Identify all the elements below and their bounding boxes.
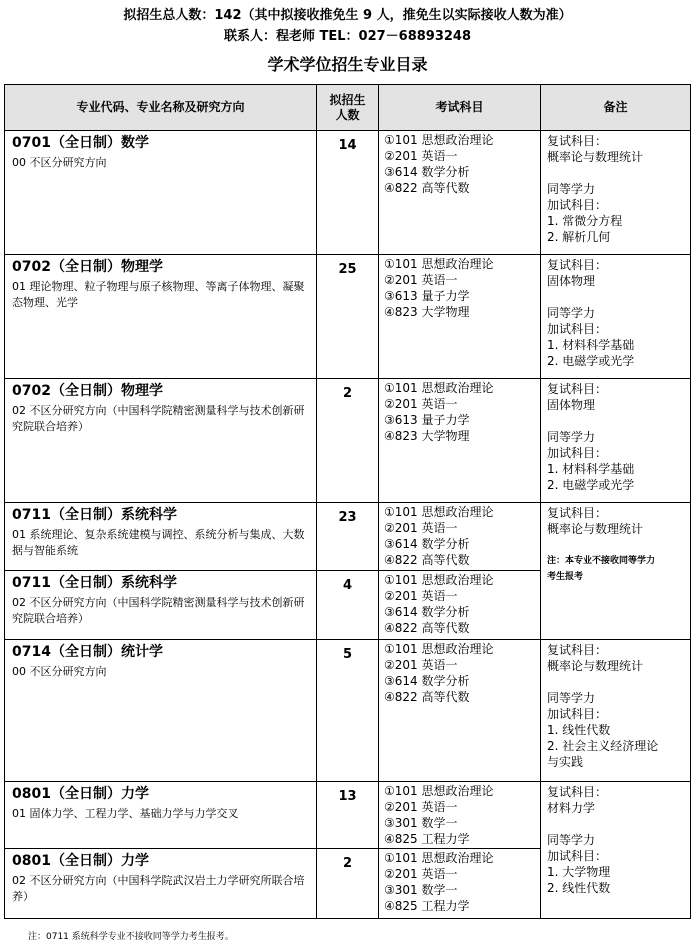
enrollment-count: 4 <box>317 571 379 640</box>
remark-spacer <box>547 289 690 305</box>
major-cell <box>5 640 317 782</box>
remark-line: 加试科目： <box>547 198 608 212</box>
header-major: 专业代码、专业名称及研究方向 <box>5 85 317 131</box>
exam-subject: ④822 高等代数 <box>384 553 470 567</box>
major-cell <box>5 849 317 919</box>
major-cell <box>5 503 317 571</box>
table-row <box>5 379 691 503</box>
remark-line: 同等学力 <box>547 430 596 444</box>
footnote: 注：0711 系统科学专业不接收同等学力考生报考。 <box>28 932 234 942</box>
research-direction: 00 不区分研究方向 <box>12 665 107 678</box>
exam-subject: ③614 数学分析 <box>384 605 470 619</box>
exam-subject: ③301 数学一 <box>384 816 458 830</box>
exam-subject: ②201 英语一 <box>384 521 458 535</box>
enrollment-count: 25 <box>317 255 379 379</box>
remark-line: 材料力学 <box>547 801 596 815</box>
exam-subjects-cell <box>379 379 541 503</box>
enrollment-count: 5 <box>317 640 379 782</box>
remark-line: 同等学力 <box>547 182 596 196</box>
remark-line: 1. 线性代数 <box>547 723 611 737</box>
exam-subject: ①101 思想政治理论 <box>384 851 494 865</box>
exam-subjects-cell <box>379 571 541 640</box>
remark-line: 复试科目： <box>547 382 608 396</box>
remark-line: 加试科目： <box>547 446 608 460</box>
remark-line: 与实践 <box>547 755 584 769</box>
exam-subjects-cell <box>379 640 541 782</box>
exam-subjects-cell <box>379 131 541 255</box>
research-direction: 00 不区分研究方向 <box>12 156 107 169</box>
exam-subject: ①101 思想政治理论 <box>384 784 494 798</box>
remark-line: 2. 解析几何 <box>547 230 611 244</box>
exam-subject: ②201 英语一 <box>384 397 458 411</box>
exam-subject: ④822 高等代数 <box>384 690 470 704</box>
header-count-label: 拟招生 人数 <box>329 92 366 122</box>
contact-line: 联系人：程老师 TEL：027－68893248 <box>223 29 472 44</box>
exam-subjects-cell <box>379 782 541 849</box>
research-direction: 02 不区分研究方向（中国科学院精密测量科学与技术创新研究院联合培养） <box>12 596 305 625</box>
remark-line: 复试科目： <box>547 643 608 657</box>
exam-subject: ④825 工程力学 <box>384 899 470 913</box>
research-direction: 02 不区分研究方向（中国科学院精密测量科学与技术创新研究院联合培养） <box>12 404 305 433</box>
remark-spacer <box>547 816 690 832</box>
exam-subject: ③614 数学分析 <box>384 165 470 179</box>
major-title: 0801（全日制）力学 <box>12 853 149 869</box>
exam-subject: ①101 思想政治理论 <box>384 642 494 656</box>
exam-subject: ③614 数学分析 <box>384 537 470 551</box>
remark-line: 同等学力 <box>547 833 596 847</box>
exam-subject: ①101 思想政治理论 <box>384 257 494 271</box>
exam-subject: ③301 数学一 <box>384 883 458 897</box>
major-cell <box>5 571 317 640</box>
remarks-cell <box>541 131 691 255</box>
remark-line: 2. 线性代数 <box>547 881 611 895</box>
exam-subject: ②201 英语一 <box>384 658 458 672</box>
major-title: 0714（全日制）统计学 <box>12 644 163 660</box>
exam-subject: ④822 高等代数 <box>384 181 470 195</box>
remark-line: 同等学力 <box>547 306 596 320</box>
major-title: 0701（全日制）数学 <box>12 135 149 151</box>
exam-subject: ③613 量子力学 <box>384 413 470 427</box>
exam-subject: ②201 英语一 <box>384 800 458 814</box>
remark-note: 考生报考 <box>547 572 584 582</box>
exam-subject: ④822 高等代数 <box>384 621 470 635</box>
enrollment-count: 23 <box>317 503 379 571</box>
major-title: 0711（全日制）系统科学 <box>12 507 177 523</box>
research-direction: 01 固体力学、工程力学、基础力学与力学交叉 <box>12 807 239 820</box>
exam-subjects-cell <box>379 503 541 571</box>
remarks-cell <box>541 255 691 379</box>
enrollment-count: 14 <box>317 131 379 255</box>
remark-line: 加试科目： <box>547 849 608 863</box>
remark-note: 注：本专业不接收同等学力 <box>547 556 656 566</box>
major-title: 0702（全日制）物理学 <box>12 383 163 399</box>
major-title: 0801（全日制）力学 <box>12 786 149 802</box>
major-cell <box>5 782 317 849</box>
remark-line: 概率论与数理统计 <box>547 150 644 164</box>
table-row <box>5 640 691 782</box>
exam-subject: ②201 英语一 <box>384 149 458 163</box>
remark-line: 复试科目： <box>547 134 608 148</box>
remark-line: 2. 社会主义经济理论 <box>547 739 659 753</box>
table-row <box>5 503 691 571</box>
remark-line: 1. 材料科学基础 <box>547 338 635 352</box>
major-cell <box>5 255 317 379</box>
remark-line: 概率论与数理统计 <box>547 522 644 536</box>
major-cell <box>5 379 317 503</box>
table-header-row <box>5 85 691 131</box>
exam-subject: ②201 英语一 <box>384 589 458 603</box>
remark-spacer <box>547 674 690 690</box>
remark-line: 加试科目： <box>547 707 608 721</box>
exam-subject: ③613 量子力学 <box>384 289 470 303</box>
remark-line: 固体物理 <box>547 398 596 412</box>
remark-line: 概率论与数理统计 <box>547 659 644 673</box>
major-title: 0702（全日制）物理学 <box>12 259 163 275</box>
exam-subject: ①101 思想政治理论 <box>384 133 494 147</box>
remark-spacer <box>547 413 690 429</box>
remark-line: 2. 电磁学或光学 <box>547 478 635 492</box>
exam-subject: ④825 工程力学 <box>384 832 470 846</box>
exam-subject: ③614 数学分析 <box>384 674 470 688</box>
table-row <box>5 131 691 255</box>
major-title: 0711（全日制）系统科学 <box>12 575 177 591</box>
total-enrollment-line: 拟招生总人数：142（其中拟接收推免生 9 人，推免生以实际接收人数为准） <box>123 8 572 23</box>
remarks-cell <box>541 782 691 919</box>
exam-subject: ①101 思想政治理论 <box>384 573 494 587</box>
major-catalog-table <box>4 84 691 919</box>
enrollment-count: 2 <box>317 849 379 919</box>
remark-line: 加试科目： <box>547 322 608 336</box>
exam-subject: ①101 思想政治理论 <box>384 381 494 395</box>
enrollment-count: 13 <box>317 782 379 849</box>
remark-line: 同等学力 <box>547 691 596 705</box>
remark-spacer <box>547 165 690 181</box>
research-direction: 01 系统理论、复杂系统建模与调控、系统分析与集成、大数据与智能系统 <box>12 528 305 557</box>
research-direction: 01 理论物理、粒子物理与原子核物理、等离子体物理、凝聚态物理、光学 <box>12 280 305 309</box>
research-direction: 02 不区分研究方向（中国科学院武汉岩土力学研究所联合培养） <box>12 874 305 903</box>
remark-line: 复试科目： <box>547 506 608 520</box>
exam-subject: ②201 英语一 <box>384 867 458 881</box>
remark-line: 固体物理 <box>547 274 596 288</box>
remark-line: 1. 大学物理 <box>547 865 611 879</box>
remark-line: 1. 常微分方程 <box>547 214 623 228</box>
exam-subject: ②201 英语一 <box>384 273 458 287</box>
header-count <box>317 85 379 131</box>
table-row <box>5 782 691 849</box>
remark-line: 1. 材料科学基础 <box>547 462 635 476</box>
table-row <box>5 255 691 379</box>
remark-spacer <box>547 537 690 553</box>
exam-subjects-cell <box>379 849 541 919</box>
header-exams: 考试科目 <box>379 85 541 131</box>
exam-subject: ①101 思想政治理论 <box>384 505 494 519</box>
page-title: 学术学位招生专业目录 <box>267 55 428 74</box>
remarks-cell <box>541 379 691 503</box>
remark-line: 复试科目： <box>547 785 608 799</box>
exam-subject: ④823 大学物理 <box>384 305 470 319</box>
enrollment-count: 2 <box>317 379 379 503</box>
remarks-cell <box>541 640 691 782</box>
exam-subjects-cell <box>379 255 541 379</box>
exam-subject: ④823 大学物理 <box>384 429 470 443</box>
table-body <box>5 131 691 919</box>
remark-line: 复试科目： <box>547 258 608 272</box>
header-remarks: 备注 <box>541 85 691 131</box>
major-cell <box>5 131 317 255</box>
remarks-cell <box>541 503 691 640</box>
remark-line: 2. 电磁学或光学 <box>547 354 635 368</box>
